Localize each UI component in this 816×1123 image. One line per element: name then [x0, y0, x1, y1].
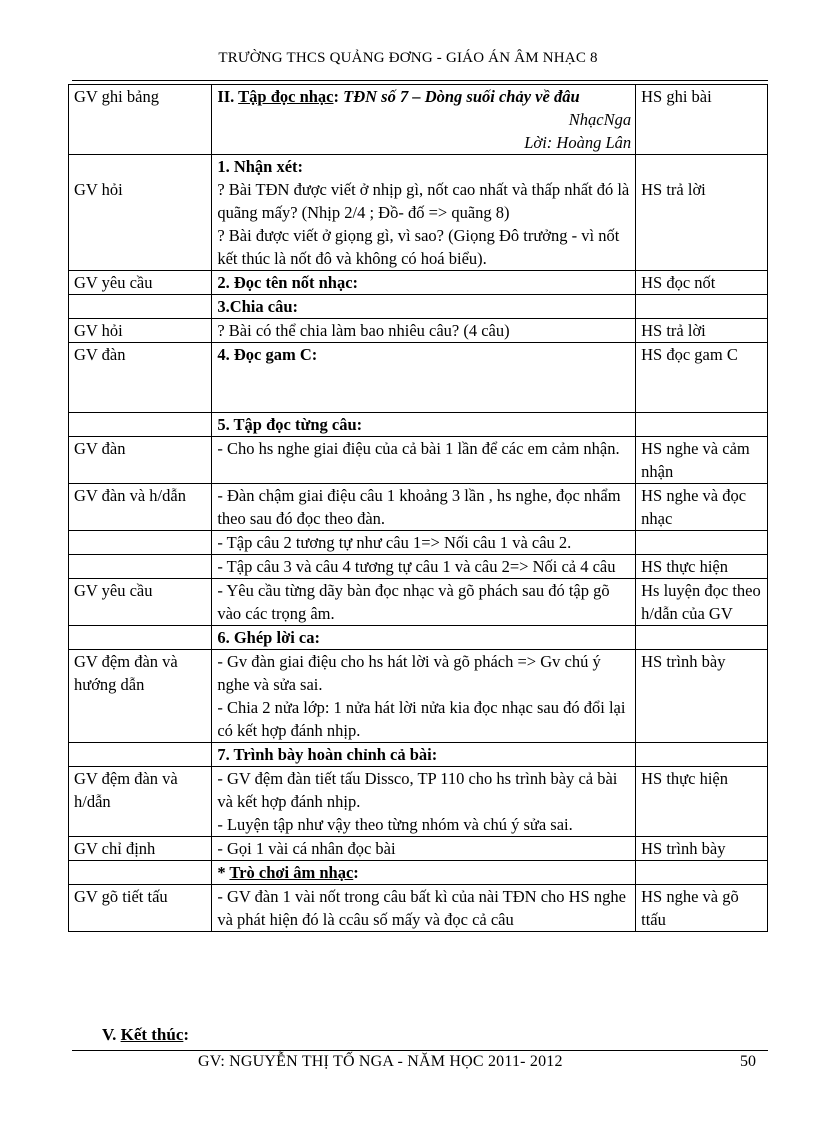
student-action: HS thực hiện — [641, 769, 728, 788]
closing-roman: V. — [102, 1025, 121, 1044]
step-text: - Tập câu 3 và câu 4 tương tự câu 1 và câu 2=> Nối cả 4 câu — [217, 557, 616, 576]
teacher-action: GV chỉ định — [74, 839, 156, 858]
teacher-action: GV đàn — [74, 439, 126, 458]
content-cell — [212, 343, 636, 413]
content-cell — [212, 531, 636, 555]
student-action: HS thực hiện — [641, 557, 728, 576]
teacher-action: GV đàn và h/dẫn — [74, 486, 186, 505]
student-action: HS trả lời — [641, 180, 706, 199]
step-text: - Tập câu 2 tương tự như câu 1=> Nối câu 1 và câu 2. — [217, 533, 572, 552]
student-cell — [636, 650, 768, 743]
section-title-main: Tập đọc nhạc — [238, 87, 334, 106]
teacher-action: GV đàn — [74, 345, 126, 364]
step-text: ? Bài có thể chia làm bao nhiêu câu? (4 câu) — [217, 321, 510, 340]
content-cell — [212, 413, 636, 437]
student-cell — [636, 295, 768, 319]
student-cell — [636, 531, 768, 555]
student-action: HS ghi bài — [641, 87, 712, 106]
closing-label: Kết thúc — [120, 1025, 184, 1044]
step-heading: 5. Tập đọc từng câu: — [217, 415, 363, 434]
student-action: HS nghe và đọc nhạc — [641, 486, 747, 528]
step-text: ? Bài được viết ở giọng gì, vì sao? (Giọng Đô trưởng - vì nốt kết thúc là nốt đô và không có hoá biểu). — [217, 226, 620, 268]
teacher-action: GV ghi bảng — [74, 87, 159, 106]
table-row — [69, 319, 768, 343]
content-cell — [212, 295, 636, 319]
game-heading — [217, 861, 631, 884]
step-heading: 4. Đọc gam C: — [217, 345, 318, 364]
table-row — [69, 413, 768, 437]
lesson-table — [68, 84, 768, 932]
student-cell — [636, 437, 768, 484]
student-action: HS trình bày — [641, 839, 726, 858]
student-cell — [636, 885, 768, 932]
student-cell — [636, 743, 768, 767]
table-row — [69, 271, 768, 295]
student-cell — [636, 555, 768, 579]
table-row — [69, 837, 768, 861]
teacher-cell — [69, 155, 212, 271]
step-text: - GV đệm đàn tiết tấu Dissco, TP 110 cho hs trình bày cả bài và kết hợp đánh nhịp. — [217, 769, 618, 811]
table-row — [69, 579, 768, 626]
step-text: - Đàn chậm giai điệu câu 1 khoảng 3 lần , hs nghe, đọc nhẩm theo sau đó đọc theo đàn. — [217, 486, 621, 528]
page-number: 50 — [740, 1053, 756, 1070]
step-text: - GV đàn 1 vài nốt trong câu bất kì của nài TĐN cho HS nghe và phát hiện đó là ccâu số mấy và đọc cả câu — [217, 887, 626, 929]
section-song-title: TĐN số 7 – Dòng suối chảy về đâu — [343, 87, 580, 106]
step-heading: 1. Nhận xét: — [217, 157, 304, 176]
teacher-cell — [69, 85, 212, 155]
student-cell — [636, 271, 768, 295]
teacher-action: GV yêu cầu — [74, 273, 153, 292]
content-cell — [212, 437, 636, 484]
step-text: - Chia 2 nửa lớp: 1 nửa hát lời nửa kia đọc nhạc sau đó đổi lại có kết hợp đánh nhịp. — [217, 698, 626, 740]
content-cell — [212, 885, 636, 932]
student-cell — [636, 579, 768, 626]
content-cell — [212, 861, 636, 885]
teacher-cell — [69, 413, 212, 437]
student-cell — [636, 484, 768, 531]
step-heading: 3.Chia câu: — [217, 297, 299, 316]
student-action: HS đọc nốt — [641, 273, 716, 292]
teacher-cell — [69, 295, 212, 319]
step-text: - Gv đàn giai điệu cho hs hát lời và gõ phách => Gv chú ý nghe và sửa sai. — [217, 652, 601, 694]
teacher-cell — [69, 626, 212, 650]
teacher-cell — [69, 319, 212, 343]
page-footer: GV: NGUYỄN THỊ TỐ NGA - NĂM HỌC 2011- 2012 — [198, 1053, 563, 1070]
student-cell — [636, 85, 768, 155]
teacher-action: GV yêu cầu — [74, 581, 153, 600]
section-title — [217, 85, 631, 108]
section-roman: II. — [217, 87, 239, 106]
table-row — [69, 555, 768, 579]
student-cell — [636, 343, 768, 413]
step-heading: 2. Đọc tên nốt nhạc: — [217, 273, 359, 292]
composer: NhạcNga — [568, 110, 632, 129]
student-cell — [636, 626, 768, 650]
content-cell — [212, 555, 636, 579]
content-cell — [212, 319, 636, 343]
table-row — [69, 743, 768, 767]
table-row — [69, 650, 768, 743]
table-row — [69, 85, 768, 155]
teacher-cell — [69, 343, 212, 413]
teacher-action: GV đệm đàn và h/dẫn — [74, 769, 178, 811]
table-row — [69, 484, 768, 531]
lyricist: Lời: Hoàng Lân — [524, 133, 632, 152]
student-action: HS nghe và gõ ttấu — [641, 887, 739, 929]
teacher-cell — [69, 271, 212, 295]
content-cell — [212, 650, 636, 743]
table-row — [69, 767, 768, 837]
content-cell — [212, 767, 636, 837]
teacher-action: GV đệm đàn và hướng dẫn — [74, 652, 178, 694]
teacher-cell — [69, 437, 212, 484]
content-cell — [212, 155, 636, 271]
student-cell — [636, 155, 768, 271]
step-text: - Yêu cầu từng dãy bàn đọc nhạc và gõ phách sau đó tập gõ vào các trọng âm. — [217, 581, 610, 623]
table-row — [69, 626, 768, 650]
closing-heading — [102, 1025, 189, 1045]
student-action: HS đọc gam C — [641, 345, 738, 364]
table-row — [69, 155, 768, 271]
table-row — [69, 295, 768, 319]
student-action: HS nghe và cảm nhận — [641, 439, 750, 481]
teacher-cell — [69, 484, 212, 531]
teacher-cell — [69, 531, 212, 555]
teacher-cell — [69, 743, 212, 767]
student-action: HS trình bày — [641, 652, 726, 671]
teacher-cell — [69, 861, 212, 885]
teacher-action: GV gõ tiết tấu — [74, 887, 168, 906]
section-colon: : — [333, 87, 344, 106]
teacher-cell — [69, 650, 212, 743]
teacher-action: GV hỏi — [74, 180, 123, 199]
teacher-action: GV hỏi — [74, 321, 123, 340]
student-cell — [636, 767, 768, 837]
student-action: HS trả lời — [641, 321, 706, 340]
game-heading-label: Trò chơi âm nhạc — [229, 863, 354, 882]
content-cell — [212, 271, 636, 295]
content-cell — [212, 837, 636, 861]
game-heading-colon: : — [353, 863, 359, 882]
table-row — [69, 861, 768, 885]
content-cell — [212, 484, 636, 531]
teacher-cell — [69, 555, 212, 579]
page-header: TRƯỜNG THCS QUẢNG ĐƠNG - GIÁO ÁN ÂM NHẠC 8 — [218, 50, 598, 66]
step-text: ? Bài TĐN được viết ở nhịp gì, nốt cao nhất và thấp nhất đó là quãng mấy? (Nhịp 2/4 ; Đồ- đố => quãng 8) — [217, 180, 630, 222]
student-cell — [636, 837, 768, 861]
step-text: - Luyện tập như vậy theo từng nhóm và chú ý sửa sai. — [217, 815, 573, 834]
student-cell — [636, 319, 768, 343]
closing-colon: : — [183, 1025, 190, 1044]
teacher-cell — [69, 579, 212, 626]
table-row — [69, 531, 768, 555]
star-marker: * — [217, 863, 230, 882]
content-cell — [212, 626, 636, 650]
teacher-cell — [69, 885, 212, 932]
content-cell — [212, 579, 636, 626]
step-heading: 7. Trình bày hoàn chỉnh cả bài: — [217, 745, 438, 764]
student-action: Hs luyện đọc theo h/dẫn của GV — [641, 581, 761, 623]
table-row — [69, 343, 768, 413]
student-cell — [636, 861, 768, 885]
step-heading: 6. Ghép lời ca: — [217, 628, 320, 647]
table-row — [69, 885, 768, 932]
teacher-cell — [69, 837, 212, 861]
table-row — [69, 437, 768, 484]
step-text: - Cho hs nghe giai điệu của cả bài 1 lần để các em cảm nhận. — [217, 439, 620, 458]
footer-rule — [72, 1050, 768, 1051]
content-cell — [212, 85, 636, 155]
student-cell — [636, 413, 768, 437]
step-text: - Gọi 1 vài cá nhân đọc bài — [217, 839, 396, 858]
content-cell — [212, 743, 636, 767]
header-rule — [72, 80, 768, 81]
teacher-cell — [69, 767, 212, 837]
